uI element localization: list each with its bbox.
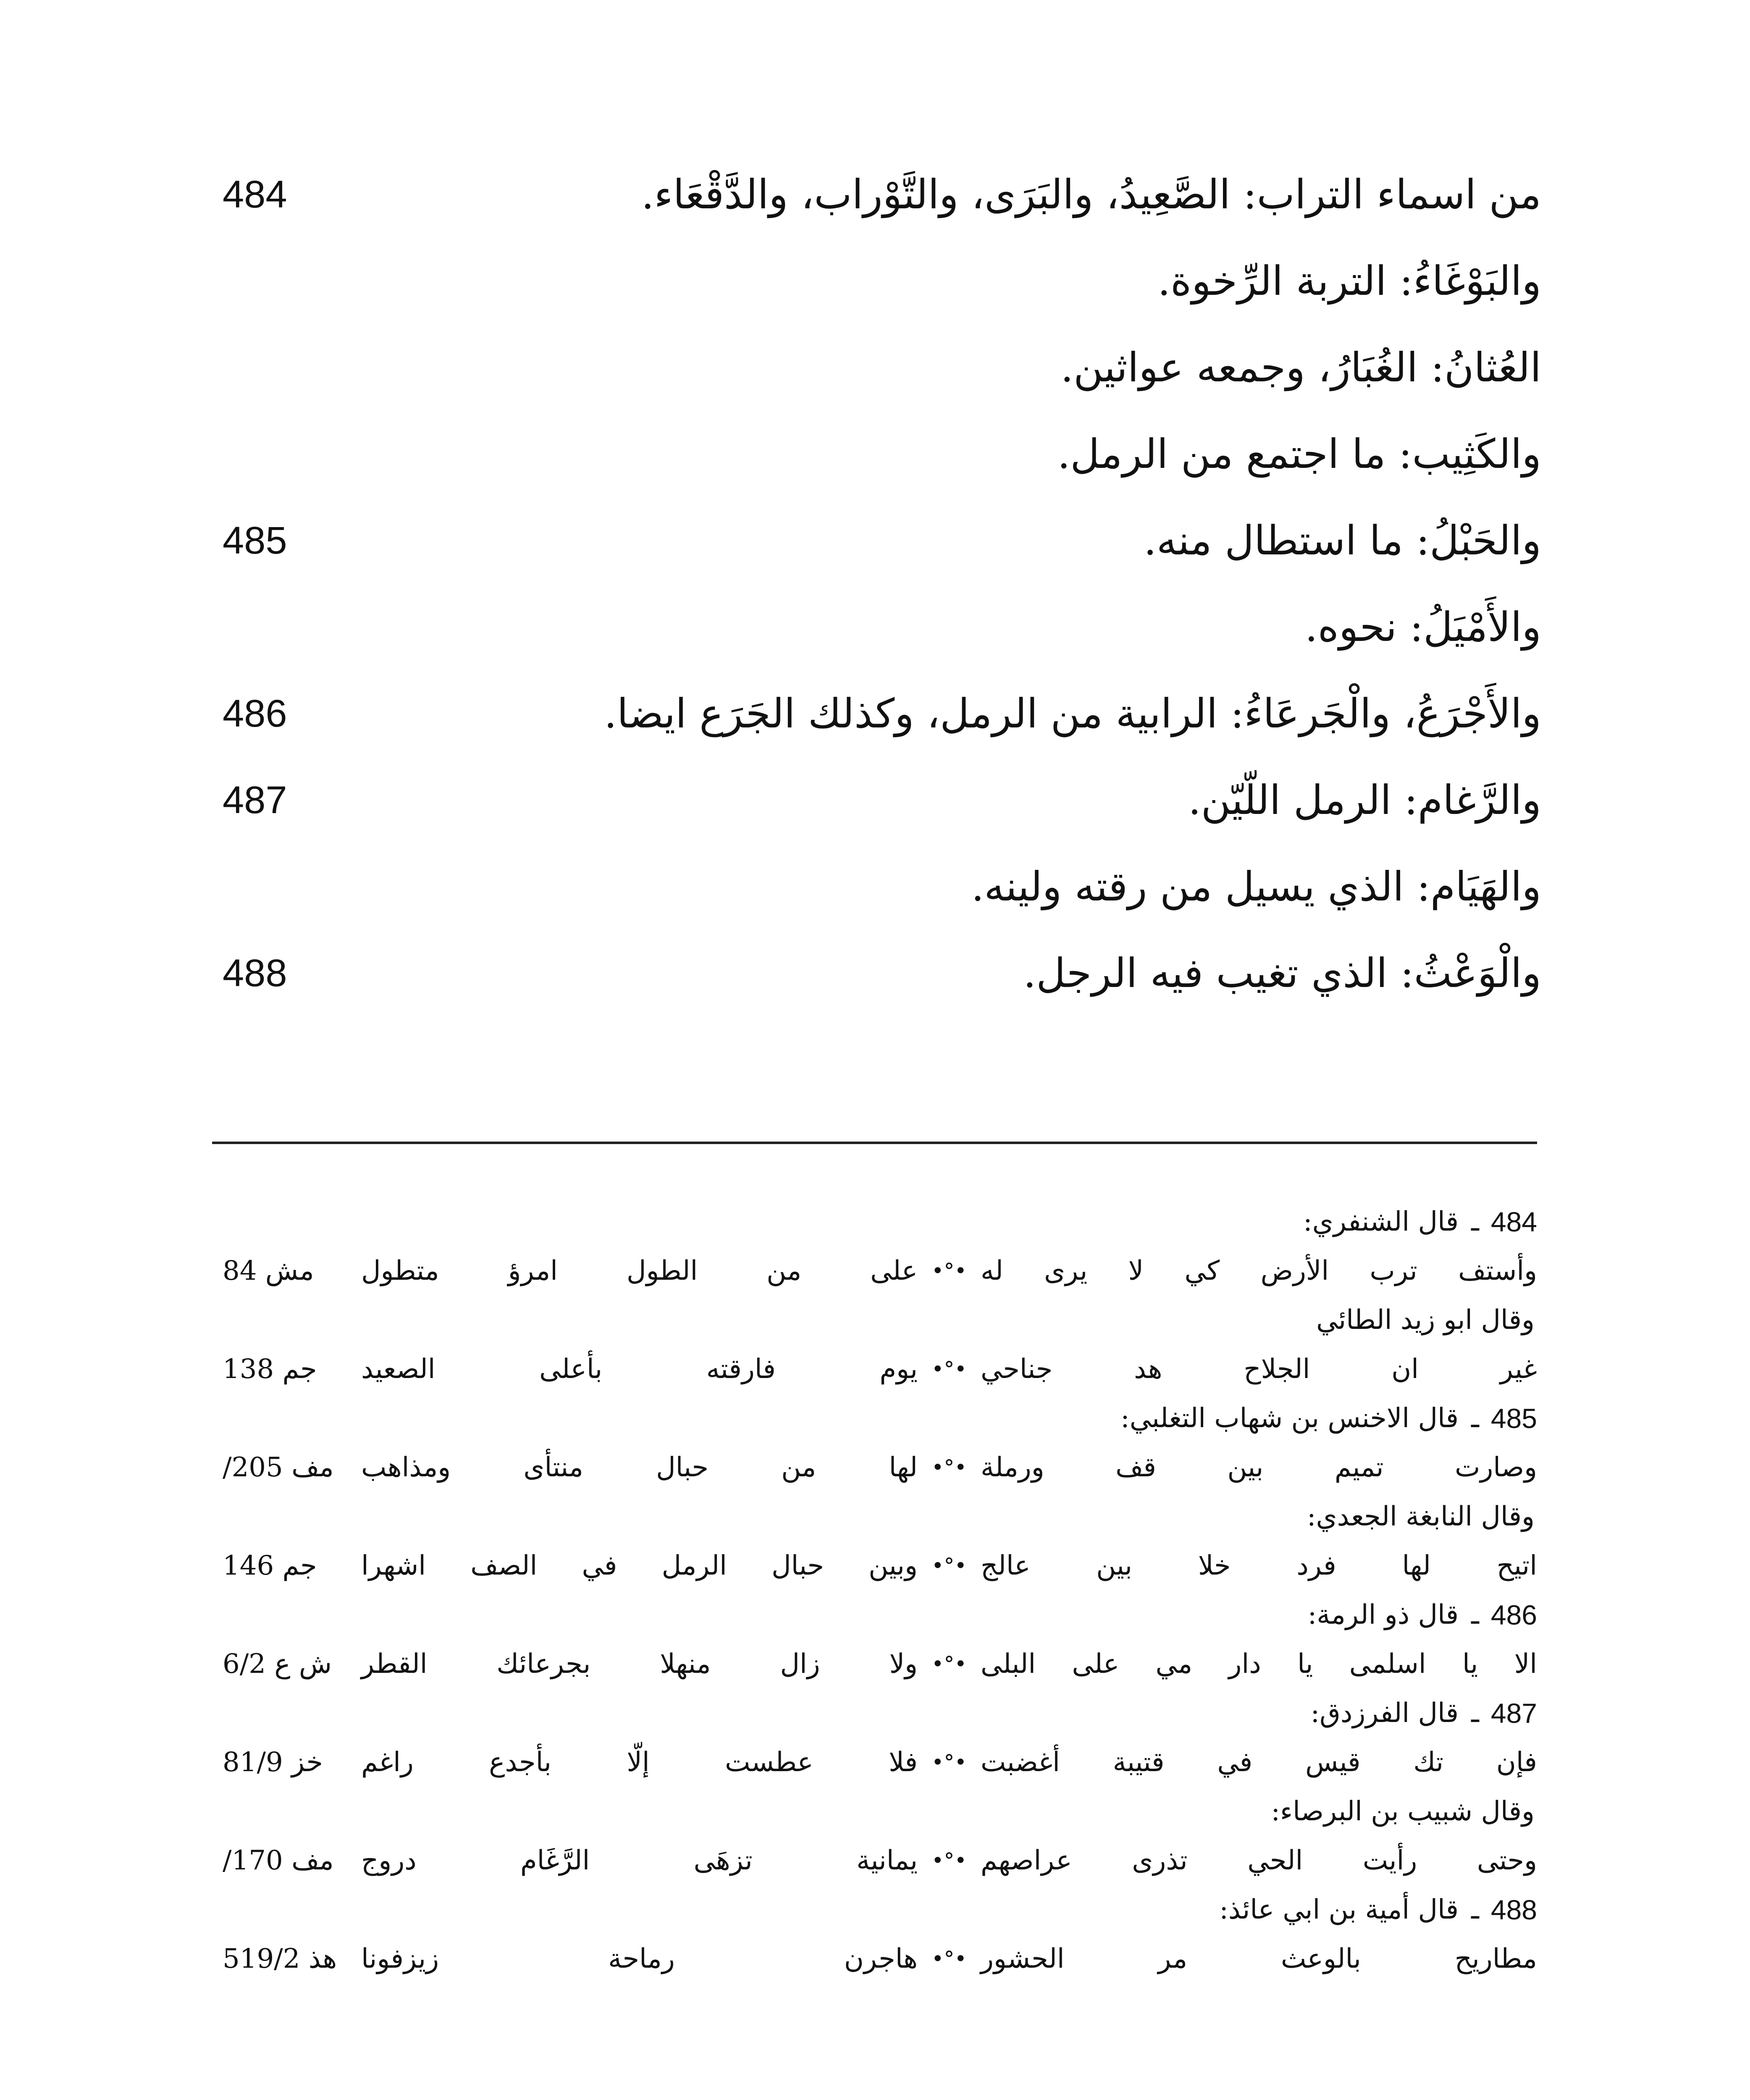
footnote-heading: [1308, 1601, 1537, 1629]
entry-row: [210, 151, 1541, 238]
second-hemistich: لها من حبال منتأى ومذاهب: [361, 1452, 918, 1483]
second-hemistich: يمانية تزهَى الرَّغَام دروج: [361, 1845, 918, 1876]
source-reference: خز 81/9: [223, 1746, 323, 1778]
footnote-verse: [210, 1344, 1537, 1394]
entry-text: والكَثِيب: ما اجتمع من الرمل.: [1057, 430, 1541, 478]
footnote-head: [210, 1885, 1537, 1934]
footnote-head: [210, 1590, 1537, 1639]
entry-row: [210, 843, 1541, 930]
poet-attribution: وقال النابغة الجعدي:: [1307, 1501, 1535, 1532]
footnote-dash: ـ: [1471, 1599, 1479, 1630]
entry-text: والْوَعْثُ: الذي تغيب فيه الرجل.: [1023, 950, 1541, 997]
entry-row: [210, 757, 1541, 843]
footnote-dash: ـ: [1471, 1697, 1479, 1729]
main-entries: [210, 151, 1541, 1016]
second-hemistich: على من الطول امرؤ متطول: [361, 1255, 918, 1286]
verse-line: [361, 1454, 1537, 1481]
entry-number: 488: [223, 952, 287, 995]
poet-attribution: وقال شبيب بن البرصاء:: [1271, 1796, 1535, 1827]
footnote-number: 485: [1490, 1402, 1537, 1434]
entry-text: العُثانُ: الغُبَارُ، وجمعه عواثين.: [1060, 344, 1541, 391]
verse-line: [361, 1746, 1537, 1778]
entry-text: من اسماء التراب: الصَّعِيدُ، والبَرَى، والتَّوْراب، والدَّقْعَاء.: [641, 171, 1541, 218]
verse-line: [361, 1648, 1537, 1680]
entry-row: [210, 584, 1541, 670]
entry-row: [210, 670, 1541, 757]
footnote-number: 484: [1490, 1206, 1537, 1237]
source-reference: جم 146: [223, 1550, 317, 1581]
footnote-head: [210, 1688, 1537, 1738]
hemistich-separator: •°•: [931, 1750, 967, 1774]
poet-attribution: قال ذو الرمة:: [1307, 1599, 1459, 1630]
hemistich-separator: •°•: [931, 1553, 967, 1578]
source-reference: مف 205/: [223, 1452, 334, 1483]
footnote-head: [210, 1197, 1537, 1246]
first-hemistich: غير ان الجلاح هد جناحي: [981, 1353, 1537, 1385]
first-hemistich: الا يا اسلمى يا دار مي على البلى: [981, 1648, 1537, 1680]
footnote-number: 487: [1490, 1697, 1537, 1729]
footnote-dash: ـ: [1471, 1206, 1479, 1237]
entry-text: والهَيَام: الذي يسيل من رقته ولينه.: [971, 863, 1541, 910]
entry-row: [210, 238, 1541, 324]
first-hemistich: وصارت تميم بين قف ورملة: [981, 1452, 1537, 1483]
source-reference: ش ع 6/2: [223, 1648, 332, 1680]
footnote-head: [210, 1394, 1537, 1443]
entry-text: والرَّغام: الرمل اللّيّن.: [1188, 777, 1541, 824]
hemistich-separator: •°•: [931, 1455, 967, 1480]
footnote-heading: [1219, 1896, 1537, 1924]
entry-text: والأَجْرَعُ، والْجَرعَاءُ: الرابية من الرمل، وكذلك الجَرَع ايضا.: [604, 690, 1541, 737]
footnote-verse: [210, 1246, 1537, 1295]
source-reference: هذ 519/2: [223, 1943, 337, 1974]
footnote-heading: [1120, 1404, 1537, 1432]
footnote-heading: [1311, 1699, 1537, 1727]
verse-line: [361, 1847, 1537, 1874]
poet-attribution: قال الشنفري:: [1303, 1206, 1459, 1237]
second-hemistich: فلا عطست إلّا بأجدع راغم: [361, 1746, 918, 1778]
footnote-verse: [210, 1541, 1537, 1590]
footnotes: [210, 1197, 1537, 1983]
second-hemistich: وبين حبال الرمل في الصف اشهرا: [361, 1550, 918, 1581]
entry-text: والأَمْيَلُ: نحوه.: [1305, 604, 1541, 651]
second-hemistich: يوم فارقته بأعلى الصعيد: [361, 1353, 918, 1385]
hemistich-separator: •°•: [931, 1848, 967, 1873]
verse-line: [361, 1257, 1537, 1284]
entry-number: 486: [223, 692, 287, 735]
verse-line: [361, 1353, 1537, 1385]
entry-row: [210, 411, 1541, 497]
first-hemistich: وحتى رأيت الحي تذرى عراصهم: [981, 1845, 1537, 1876]
second-hemistich: ولا زال منهلا بجرعائك القطر: [361, 1648, 918, 1680]
source-reference: مش 84: [223, 1255, 314, 1286]
footnote-sub: [210, 1787, 1537, 1836]
entry-number: 485: [223, 519, 287, 562]
footnote-verse: [210, 1443, 1537, 1492]
first-hemistich: مطاريح بالوعث مر الحشور: [981, 1943, 1537, 1974]
footnote-heading: [1303, 1208, 1537, 1236]
poet-attribution: قال الفرزدق:: [1310, 1697, 1459, 1729]
entry-number: 487: [223, 779, 287, 822]
first-hemistich: اتيح لها فرد خلا بين عالج: [981, 1550, 1537, 1581]
footnote-dash: ـ: [1471, 1894, 1479, 1925]
first-hemistich: فإن تك قيس في قتيبة أغضبت: [981, 1746, 1537, 1778]
first-hemistich: وأستف ترب الأرض كي لا يرى له: [981, 1255, 1537, 1286]
entry-text: والبَوْغَاءُ: التربة الرِّخوة.: [1157, 257, 1541, 304]
poet-attribution: قال الاخنس بن شهاب التغلبي:: [1120, 1402, 1459, 1434]
footnote-sub: [210, 1492, 1537, 1541]
footnote-number: 486: [1490, 1599, 1537, 1630]
poet-attribution: قال أمية بن ابي عائذ:: [1219, 1894, 1459, 1925]
entry-number: 484: [223, 173, 287, 216]
footnote-verse: [210, 1738, 1537, 1787]
hemistich-separator: •°•: [931, 1651, 967, 1676]
footnote-verse: [210, 1639, 1537, 1688]
hemistich-separator: •°•: [931, 1357, 967, 1381]
poet-attribution: وقال ابو زيد الطائي: [1316, 1304, 1535, 1336]
footnote-verse: [210, 1934, 1537, 1983]
source-reference: جم 138: [223, 1353, 317, 1385]
footnote-number: 488: [1490, 1894, 1537, 1925]
verse-line: [361, 1552, 1537, 1579]
second-hemistich: هاجرن رماحة زيزفونا: [361, 1943, 918, 1974]
entry-row: [210, 324, 1541, 411]
footnote-sub: [210, 1295, 1537, 1344]
verse-line: [361, 1945, 1537, 1972]
hemistich-separator: •°•: [931, 1258, 967, 1283]
footnote-verse: [210, 1836, 1537, 1885]
hemistich-separator: •°•: [931, 1946, 967, 1971]
footnote-divider: [212, 1142, 1537, 1144]
source-reference: مف 170/: [223, 1845, 334, 1876]
footnote-dash: ـ: [1471, 1402, 1479, 1434]
entry-text: والحَبْلُ: ما استطال منه.: [1144, 517, 1541, 564]
entry-row: [210, 497, 1541, 584]
entry-row: [210, 930, 1541, 1016]
